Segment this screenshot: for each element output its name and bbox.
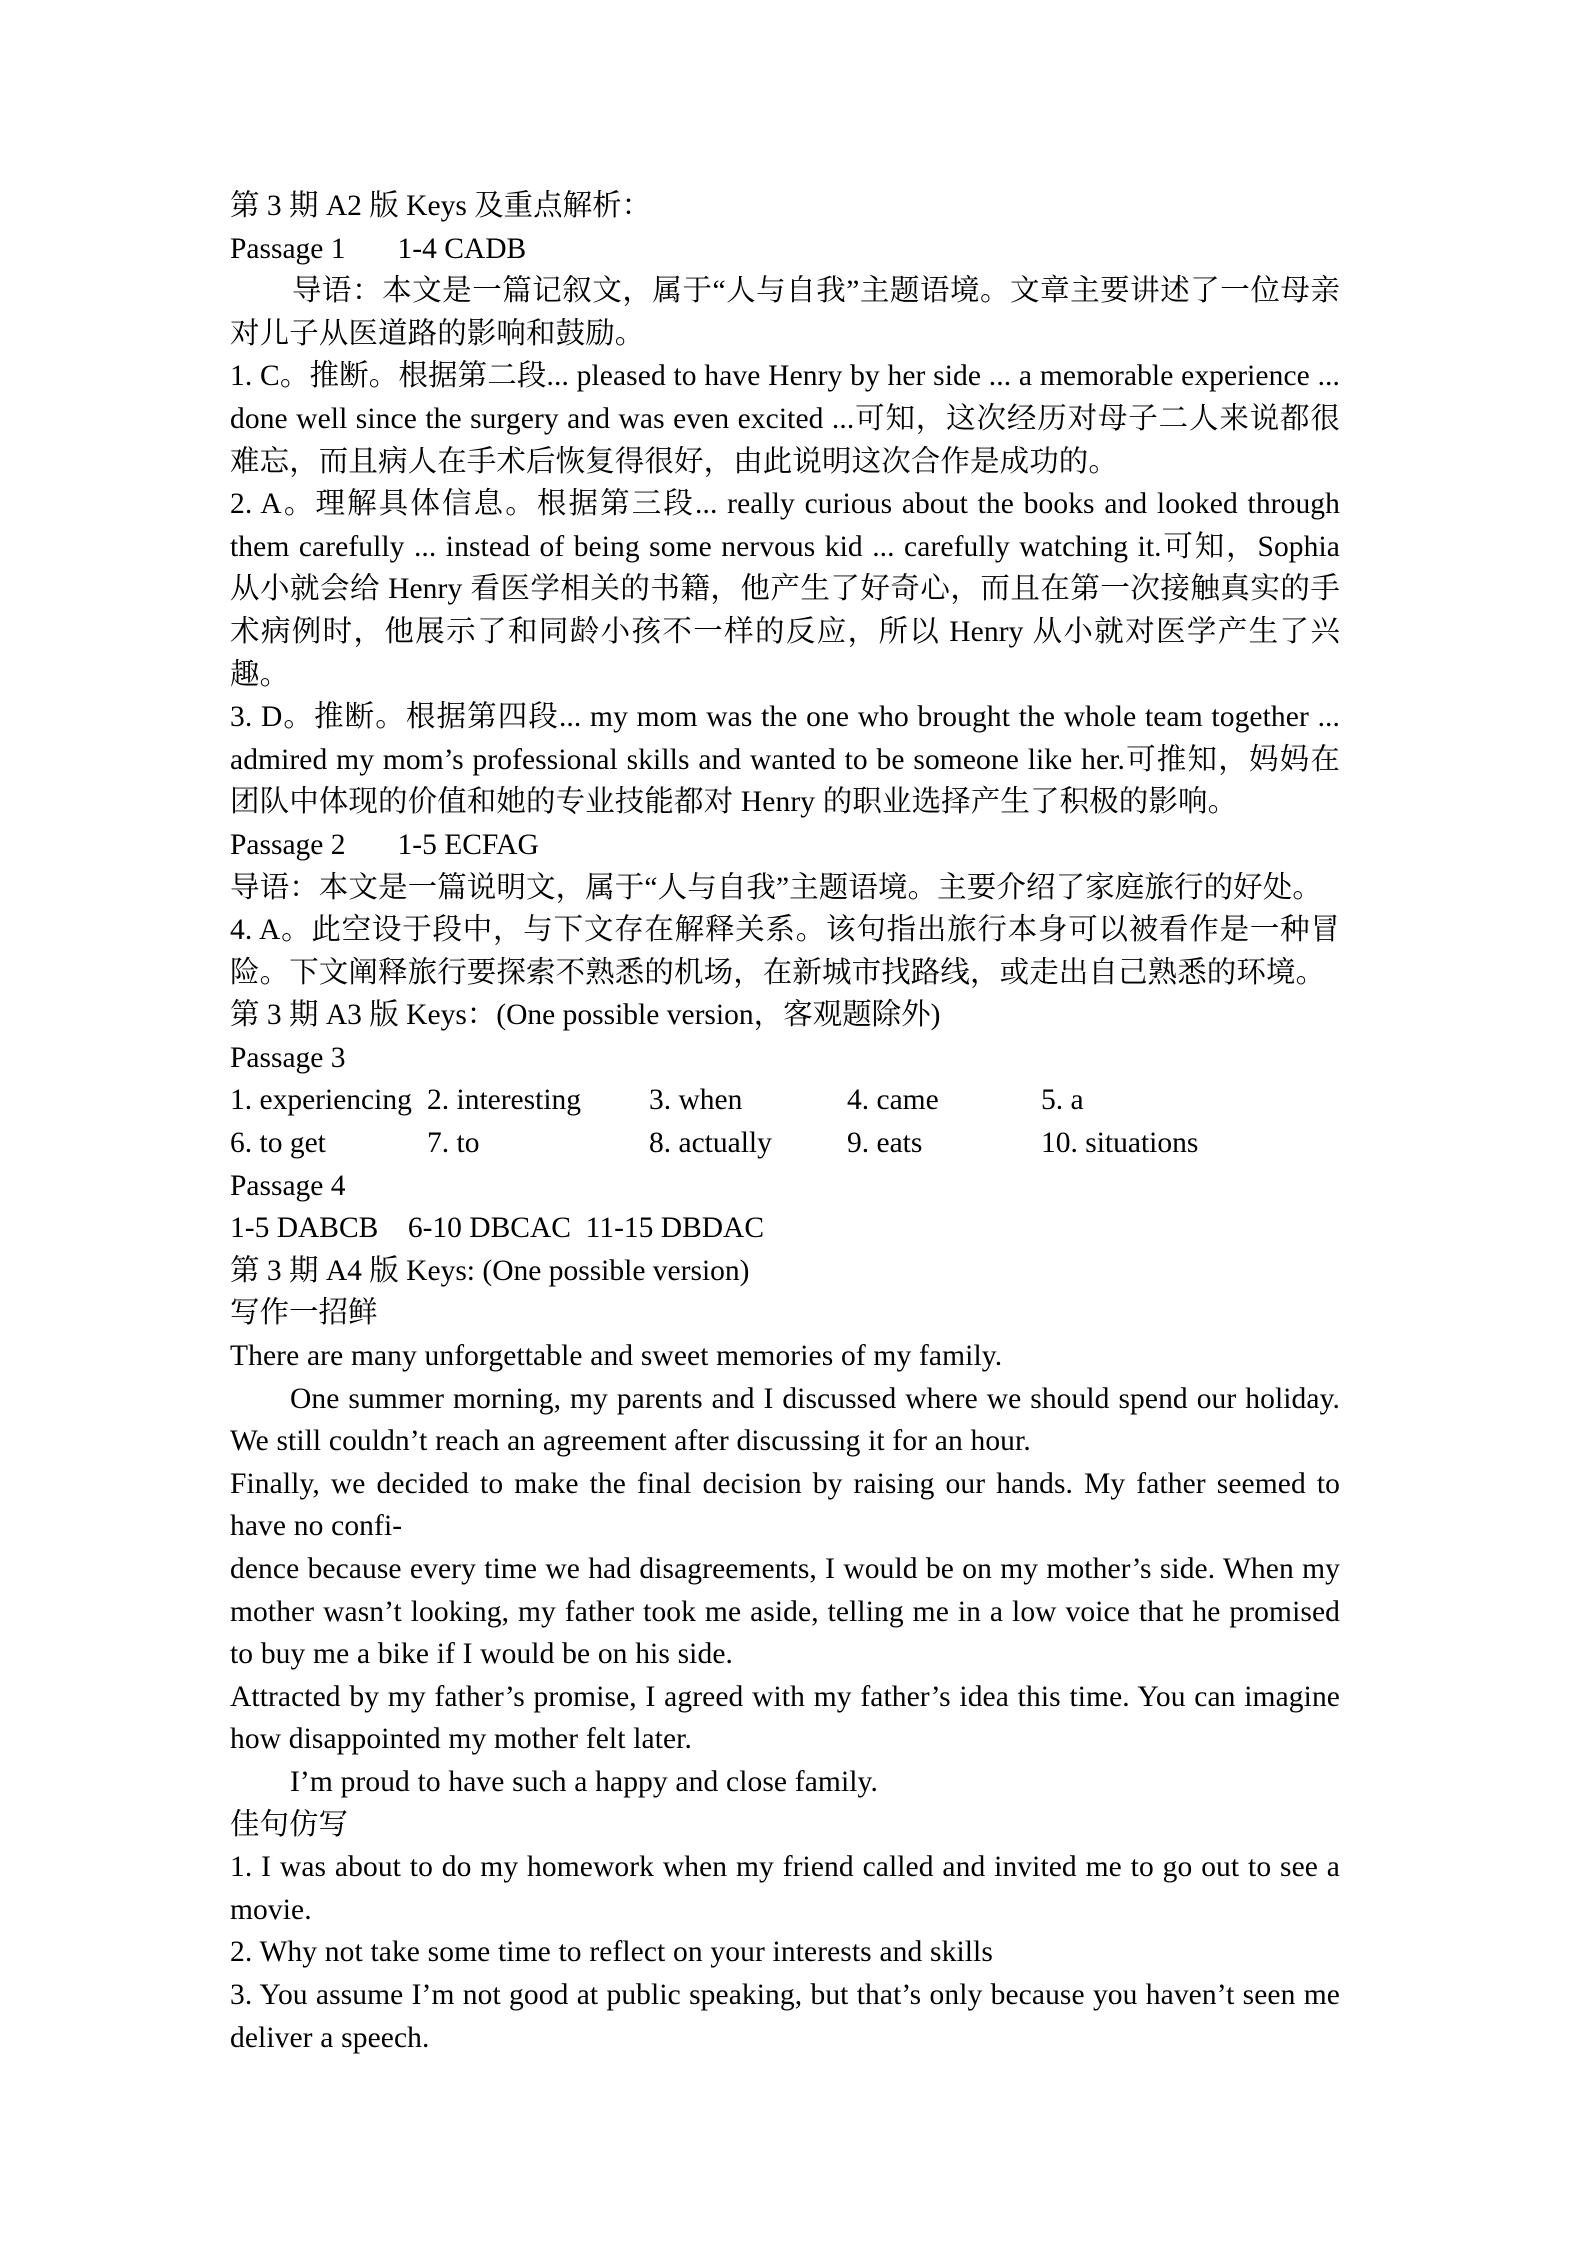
- answer-item-10: [1041, 1122, 1340, 1165]
- passage-3-answer-grid: [230, 1079, 1340, 1164]
- passage-1-explanation-3: 3. D。推断。根据第四段... my mom was the one who brought the whole team together ... admired my mom’s professional skills and wanted to be someone like her.可推知，妈妈在团队中体现的价值和她的专业技能都对 Henry 的职业选择产生了积极的影响。: [230, 701, 1340, 819]
- answer-item-3: [649, 1079, 847, 1122]
- answer-item-4: [847, 1079, 1041, 1122]
- answer-item-8: [649, 1122, 847, 1165]
- answer-value: interesting: [456, 1084, 582, 1117]
- answer-value: when: [678, 1084, 743, 1117]
- answer-number: 8.: [649, 1127, 672, 1160]
- passage-2-answers: 1-5 ECFAG: [397, 828, 539, 861]
- imitation-sentence-3: 3. You assume I’m not good at public speaking, but that’s only because you haven’t seen me deliver a speech.: [230, 1978, 1340, 2054]
- a2-keys-heading: 第 3 期 A2 版 Keys 及重点解析：: [230, 190, 652, 222]
- answer-number: 9.: [847, 1127, 870, 1160]
- answer-number: 1.: [230, 1084, 253, 1117]
- passage-3-label: Passage 3: [230, 1041, 346, 1074]
- answer-value: a: [1070, 1084, 1084, 1117]
- imitation-sentence-2: 2. Why not take some time to reflect on your interests and skills: [230, 1936, 993, 1969]
- passage-2-explanation-1: 4. A。此空设于段中，与下文存在解释关系。该句指出旅行本身可以被看作是一种冒险。下文阐释旅行要探索不熟悉的机场，在新城市找路线，或走出自己熟悉的环境。: [230, 914, 1340, 989]
- answer-number: 10.: [1041, 1127, 1078, 1160]
- writing-paragraph-4: dence because every time we had disagreements, I would be on my mother’s side. When my mother wasn’t looking, my father took me aside, telling me in a low voice that he promised to buy me a bike if I would be on his side.: [230, 1553, 1340, 1671]
- answer-item-9: [847, 1122, 1041, 1165]
- answer-value: experiencing: [259, 1084, 412, 1117]
- answer-value: situations: [1085, 1127, 1199, 1160]
- answer-number: 5.: [1041, 1084, 1064, 1117]
- answer-value: actually: [678, 1127, 772, 1160]
- answer-value: came: [876, 1084, 939, 1117]
- passage-4-answers: 1-5 DABCB 6-10 DBCAC 11-15 DBDAC: [230, 1212, 765, 1245]
- writing-paragraph-2: One summer morning, my parents and I discussed where we should spend our holiday. We still couldn’t reach an agreement after discussing it for an hour.: [230, 1382, 1340, 1458]
- writing-paragraph-3: Finally, we decided to make the final decision by raising our hands. My father seemed to have no confi-: [230, 1467, 1340, 1543]
- passage-1-answers: 1-4 CADB: [397, 232, 527, 265]
- answer-item-6: [230, 1122, 427, 1165]
- answer-number: 2.: [427, 1084, 450, 1117]
- imitation-section-title: 佳句仿写: [230, 1808, 349, 1841]
- passage-1-heading: [230, 228, 1340, 271]
- writing-paragraph-6: I’m proud to have such a happy and close family.: [290, 1765, 878, 1798]
- writing-paragraph-1: There are many unforgettable and sweet memories of my family.: [230, 1340, 1003, 1373]
- a4-keys-heading: 第 3 期 A4 版 Keys: (One possible version): [230, 1254, 750, 1287]
- answer-item-1: [230, 1079, 427, 1122]
- answer-number: 7.: [427, 1127, 450, 1160]
- answer-number: 3.: [649, 1084, 672, 1117]
- answer-item-7: [427, 1122, 649, 1165]
- answer-value: eats: [876, 1127, 923, 1160]
- answer-value: to: [456, 1127, 480, 1160]
- passage-4-label: Passage 4: [230, 1169, 346, 1202]
- writing-section-title: 写作一招鲜: [230, 1297, 378, 1330]
- answer-number: 4.: [847, 1084, 870, 1117]
- passage-1-explanation-2: 2. A。理解具体信息。根据第三段... really curious about the books and looked through them carefully ... instead of being some nervous kid ... carefully watching it.可知，Sophia 从小就会给 Henry 看医学相关的书籍，他产生了好奇心，而且在第一次接触真实的手术病例时，他展示了和同龄小孩不一样的反应，所以 Henry 从小就对医学产生了兴趣。: [230, 488, 1340, 691]
- writing-paragraph-5: Attracted by my father’s promise, I agreed with my father’s idea this time. You can imagine how disappointed my mother felt later.: [230, 1680, 1340, 1756]
- passage-2-label: Passage 2: [230, 828, 346, 861]
- document-body: [230, 185, 1340, 2059]
- imitation-sentence-1: 1. I was about to do my homework when my friend called and invited me to go out to see a movie.: [230, 1851, 1340, 1926]
- passage-1-guide: 导语：本文是一篇记叙文，属于“人与自我”主题语境。文章主要讲述了一位母亲对儿子从医道路的影响和鼓励。: [230, 275, 1340, 350]
- passage-2-heading: [230, 824, 1340, 867]
- a3-keys-heading: 第 3 期 A3 版 Keys：(One possible version，客观题除外): [230, 999, 941, 1032]
- passage-2-guide: 导语：本文是一篇说明文，属于“人与自我”主题语境。主要介绍了家庭旅行的好处。: [230, 871, 1322, 904]
- answer-item-2: [427, 1079, 649, 1122]
- passage-1-label: Passage 1: [230, 232, 346, 265]
- answer-value: to get: [259, 1127, 326, 1160]
- answer-item-5: [1041, 1079, 1340, 1122]
- passage-1-explanation-1: 1. C。推断。根据第二段... pleased to have Henry by her side ... a memorable experience ... done well since the surgery and was even excited ...可知，这次经历对母子二人来说都很难忘，而且病人在手术后恢复得很好，由此说明这次合作是成功的。: [230, 360, 1340, 478]
- answer-number: 6.: [230, 1127, 253, 1160]
